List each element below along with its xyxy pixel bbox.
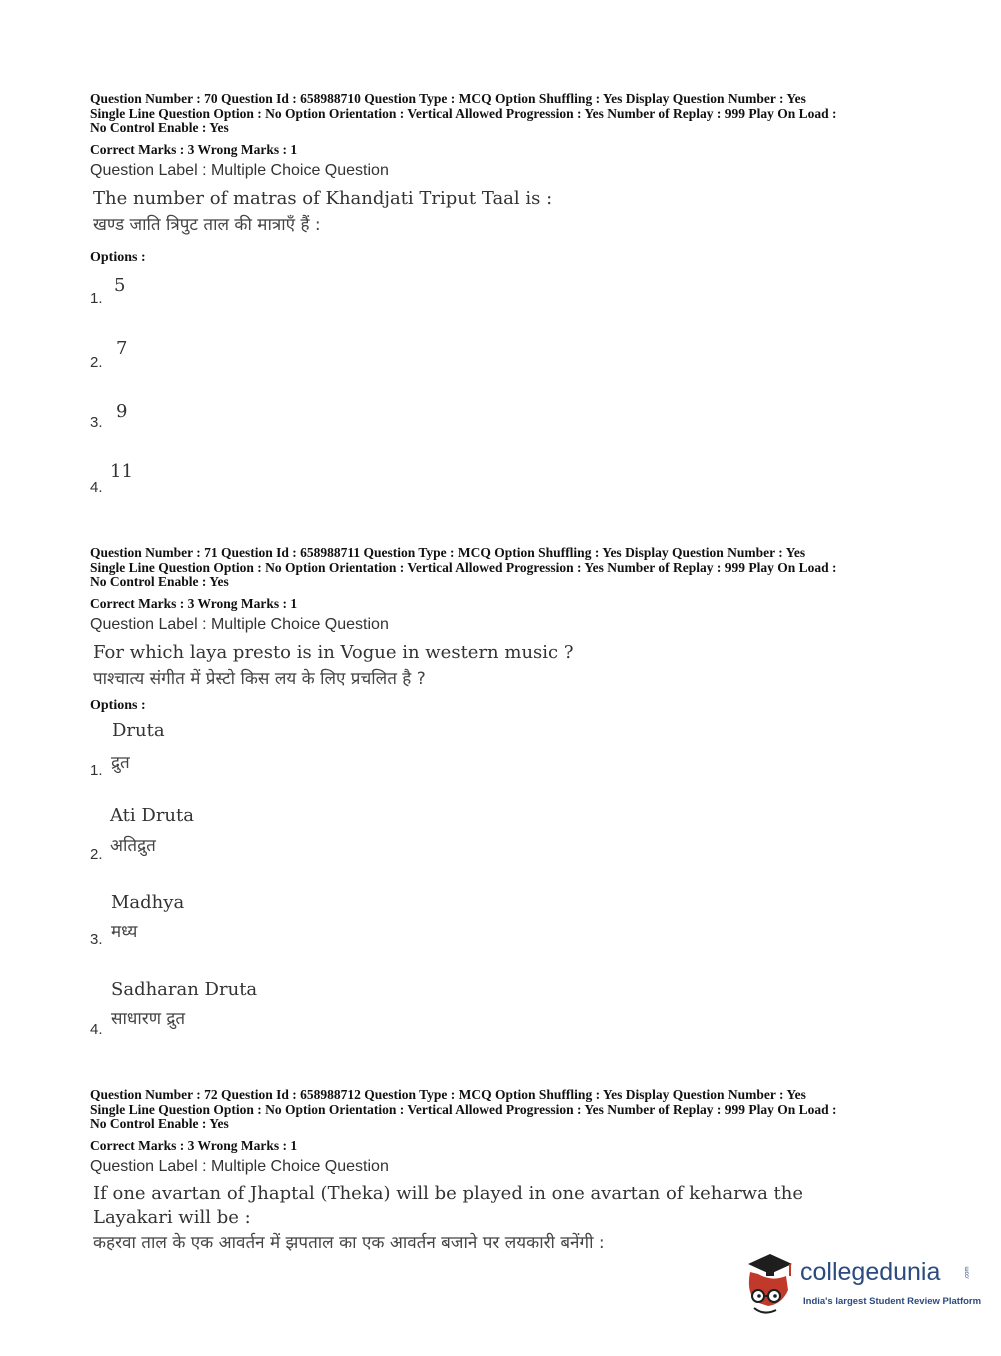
question-text-en: If one avartan of Jhaptal (Theka) will be played in one avartan of keharwa the Layakari will be : [93, 1182, 804, 1228]
mascot-icon [742, 1250, 798, 1320]
question-text-hi: खण्ड जाति त्रिपुट ताल की मात्राएँ हैं : [93, 214, 321, 235]
collegedunia-logo [742, 1250, 982, 1320]
question-meta: Question Number : 72 Question Id : 658988712 Question Type : MCQ Option Shuffling : Yes Display Question Number : Yes Single Line Question Option : No Option Orientation : Vertical Allowed Progression : Yes Number of Replay : 999 Play On Load : No Control Enable : Yes [90, 1087, 837, 1131]
logo-name: collegedunia [800, 1258, 941, 1286]
question-marks: Correct Marks : 3 Wrong Marks : 1 [90, 141, 298, 157]
question-text-hi: कहरवा ताल के एक आवर्तन में झपताल का एक आवर्तन बजाने पर लयकारी बनेंगी : [93, 1232, 605, 1253]
options-list: Druta द्रुत 1. Ati Druta अतिद्रुत 2. Madhya मध्य 3. Sadharan Druta साधारण द्रुत 4. [90, 720, 258, 1038]
question-72 [90, 1088, 920, 1256]
question-text-en: The number of matras of Khandjati Triput Taal is : [93, 187, 553, 209]
question-meta: Question Number : 71 Question Id : 658988711 Question Type : MCQ Option Shuffling : Yes Display Question Number : Yes Single Line Question Option : No Option Orientation : Vertical Allowed Progression : Yes Number of Replay : 999 Play On Load : No Control Enable : Yes [90, 545, 837, 589]
question-label: Question Label : Multiple Choice Question [90, 1157, 389, 1175]
question-text-en: For which laya presto is in Vogue in western music ? [93, 641, 574, 663]
question-marks: Correct Marks : 3 Wrong Marks : 1 [90, 595, 298, 611]
question-70 [90, 92, 920, 266]
logo-com: .com [964, 1266, 971, 1280]
options-label: Options : [90, 697, 146, 713]
options-list: 1. 5 2. 7 3. 9 4. 11 [90, 275, 133, 496]
question-meta: Question Number : 70 Question Id : 658988710 Question Type : MCQ Option Shuffling : Yes Display Question Number : Yes Single Line Question Option : No Option Orientation : Vertical Allowed Progression : Yes Number of Replay : 999 Play On Load : No Control Enable : Yes [90, 91, 837, 135]
options-label: Options : [90, 249, 146, 265]
question-71 [90, 546, 920, 714]
logo-tagline: India's largest Student Review Platform [803, 1296, 982, 1307]
question-text-hi: पाश्चात्य संगीत में प्रेस्टो किस लय के लिए प्रचलित है ? [93, 668, 426, 689]
question-marks: Correct Marks : 3 Wrong Marks : 1 [90, 1137, 298, 1153]
question-label: Question Label : Multiple Choice Question [90, 161, 389, 179]
question-label: Question Label : Multiple Choice Question [90, 615, 389, 633]
